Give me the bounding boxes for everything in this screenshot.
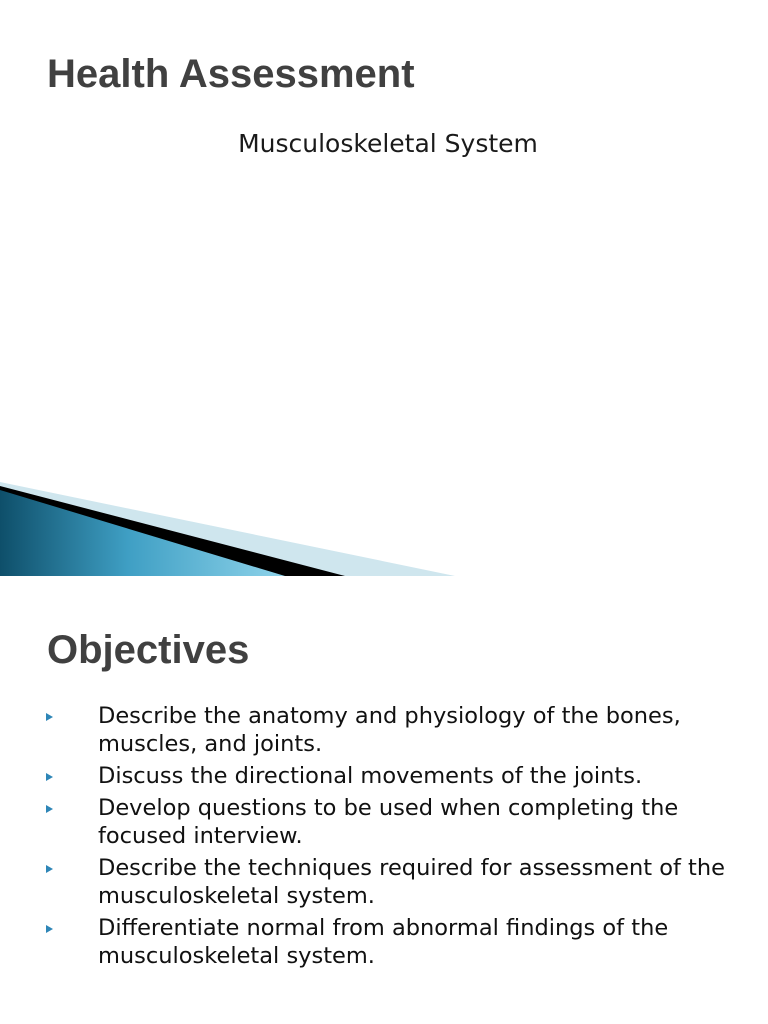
- slide-title: Health Assessment: [47, 52, 415, 96]
- list-item-text: Discuss the directional movements of the joints.: [98, 763, 643, 789]
- slide-title: Objectives: [47, 628, 250, 672]
- list-item-text: Describe the anatomy and physiology of the bones, muscles, and joints.: [98, 703, 681, 757]
- list-item: [0, 702, 768, 758]
- list-item-text: Describe the techniques required for assessment of the musculoskeletal system.: [98, 855, 725, 909]
- triangle-bullet-icon: [46, 713, 53, 721]
- list-item: [0, 914, 768, 970]
- list-item-text: Differentiate normal from abnormal findings of the musculoskeletal system.: [98, 915, 669, 969]
- list-item: [0, 762, 768, 790]
- objectives-list: [0, 702, 768, 974]
- triangle-bullet-icon: [46, 773, 53, 781]
- slide-subtitle: Musculoskeletal System: [238, 129, 538, 158]
- triangle-bullet-icon: [46, 925, 53, 933]
- decorative-swoosh: [0, 476, 768, 576]
- list-item: [0, 794, 768, 850]
- triangle-bullet-icon: [46, 865, 53, 873]
- list-item-text: Develop questions to be used when completing the focused interview.: [98, 795, 679, 849]
- triangle-bullet-icon: [46, 805, 53, 813]
- list-item: [0, 854, 768, 910]
- objectives-slide: [0, 576, 768, 1024]
